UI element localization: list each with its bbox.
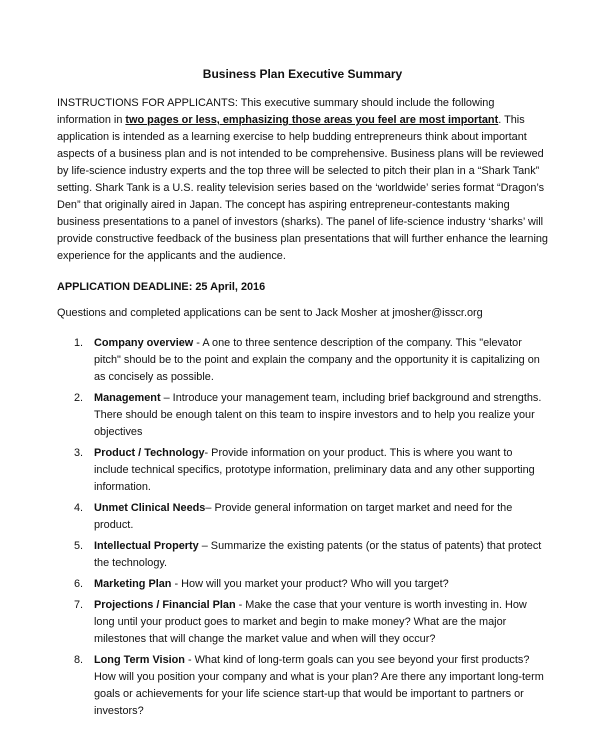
item-text: - How will you market your product? Who will you target?	[171, 578, 449, 590]
item-number: 2.	[74, 392, 84, 404]
item-term: Management	[94, 392, 161, 404]
item-term: Projections / Financial Plan	[94, 599, 236, 611]
list-item	[57, 445, 548, 496]
item-number: 8.	[74, 654, 84, 666]
item-term: Company overview	[94, 337, 194, 349]
item-term: Marketing Plan	[94, 578, 172, 590]
item-text: - Make the case that your venture is worth investing in. How long until your product goes to market and begin to make money? What are the major milestones that will change the market value and when will they occur?	[94, 599, 527, 645]
list-item	[57, 500, 548, 534]
item-term: Product / Technology	[94, 447, 205, 459]
list-item	[57, 597, 548, 648]
list-item	[57, 576, 548, 593]
item-number: 6.	[74, 578, 84, 590]
application-deadline: APPLICATION DEADLINE: 25 April, 2016	[57, 281, 266, 293]
item-number: 5.	[74, 540, 84, 552]
item-text: - What kind of long-term goals can you see beyond your first products? How will you position your company and what is your plan? Are there any important long-term goals or achievements for your life science start-up that would be important to partners or investors?	[94, 654, 544, 717]
list-item	[57, 335, 548, 386]
contact-line: Questions and completed applications can be sent to Jack Mosher at jmosher@isscr.org	[57, 307, 483, 319]
item-number: 7.	[74, 599, 84, 611]
item-term: Long Term Vision	[94, 654, 185, 666]
item-text: – Summarize the existing patents (or the status of patents) that protect the technology.	[94, 540, 542, 569]
instructions-emphasis: two pages or less, emphasizing those areas you feel are most important	[125, 114, 499, 126]
item-text: – Provide general information on target market and need for the product.	[94, 502, 513, 531]
item-text: - Provide information on your product. This is where you want to include technical specifics, prototype information, preliminary data and any other supporting information.	[94, 447, 535, 493]
item-text: – Introduce your management team, including brief background and strengths. There should be enough talent on this team to inspire investors and to help you realize your objectives	[94, 392, 542, 438]
item-number: 3.	[74, 447, 84, 459]
item-number: 4.	[74, 502, 84, 514]
list-item	[57, 652, 548, 720]
section-list	[57, 335, 548, 720]
instructions-paragraph	[57, 95, 548, 265]
item-term: Intellectual Property	[94, 540, 199, 552]
item-text: - A one to three sentence description of the company. This "elevator pitch" should be to the point and explain the company and the opportunity it is capitalizing on as concisely as possible.	[94, 337, 540, 383]
item-number: 1.	[74, 337, 84, 349]
item-term: Unmet Clinical Needs	[94, 502, 206, 514]
document-title: Business Plan Executive Summary	[202, 67, 403, 81]
list-item	[57, 538, 548, 572]
instructions-rest: . This application is intended as a learning exercise to help budding entrepreneurs think about important aspects of a business plan and is not intended to be comprehensive. Business plans will be reviewed by life-science industry experts and the top three will be selected to pitch their plan in a “Shark Tank” setting. Shark Tank is a U.S. reality television series based on the ‘worldwide’ series format “Dragon’s Den” that originally aired in Japan. The concept has aspiring entrepreneur-contestants making business presentations to a panel of investors (sharks). The panel of life-science industry ‘sharks’ will provide constructive feedback of the business plan presentations that will further enhance the learning experience for the applicants and the audience.	[57, 114, 548, 262]
list-item	[57, 390, 548, 441]
instructions-lead: INSTRUCTIONS FOR APPLICANTS: This executive summary should include the following information in	[57, 97, 495, 126]
